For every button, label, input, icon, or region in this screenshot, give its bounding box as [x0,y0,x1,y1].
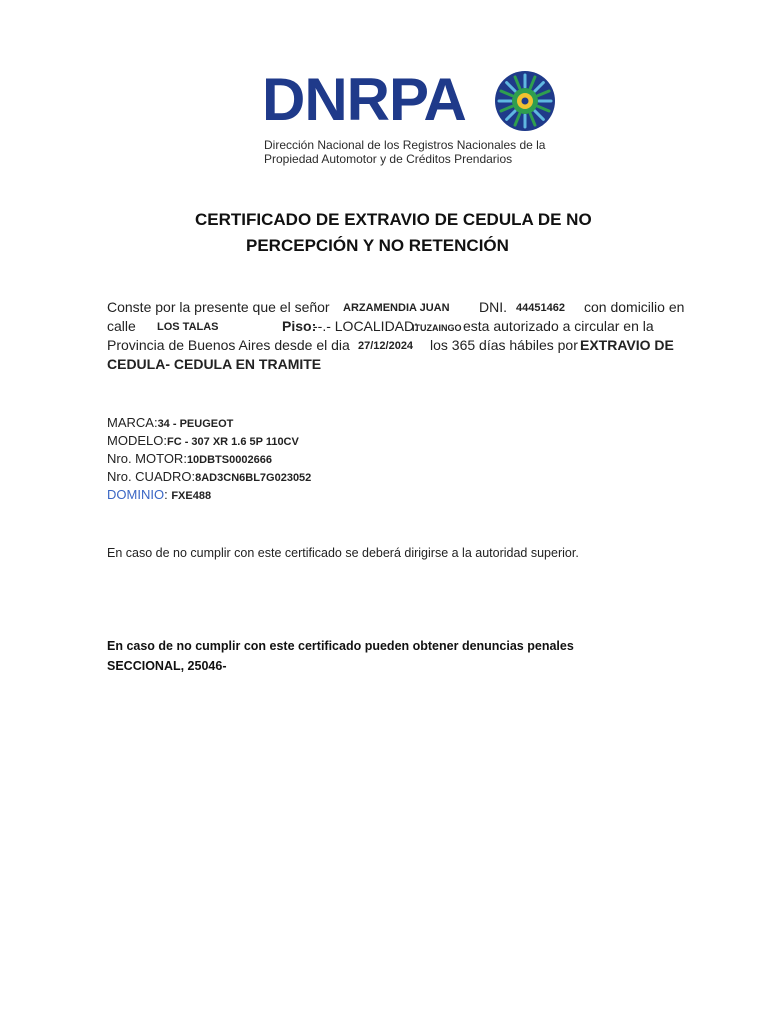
start-date: 27/12/2024 [358,340,414,352]
floor-label: Piso: [282,318,317,334]
floor-and-locality-label: --.- LOCALIDAD: [313,318,419,334]
penal-notice [107,636,574,676]
chassis-value: 8AD3CN6BL7G023052 [195,472,312,484]
penal-notice-line2: SECCIONAL, 25046- [107,659,227,673]
brand-label: MARCA: [107,415,158,430]
document-title [195,207,615,259]
body-line1 [107,299,707,318]
vehicle-model-row [107,433,527,451]
domain-value: FXE488 [171,490,212,502]
vehicle-chassis-row [107,469,527,487]
domain-label: DOMINIO [107,487,165,502]
street-label: calle [107,318,136,334]
logo-subtitle [264,138,545,166]
reason-part2: CEDULA- CEDULA EN TRAMITE [107,356,322,372]
domain-separator: : [164,487,168,502]
engine-value: 10DBTS0002666 [186,454,272,466]
brand-value: 34 - PEUGEOT [157,418,234,430]
dni-label: DNI. [479,299,507,315]
body-text-authorized: esta autorizado a circular en la [463,318,654,334]
body-text-days: los 365 días hábiles por [430,337,578,353]
owner-name: ARZAMENDIA JUAN [343,302,450,314]
body-line2 [107,318,707,337]
body-line4 [107,356,707,375]
body-text-intro: Conste por la presente que el señor [107,299,330,315]
locality-name: ITUZAINGO [412,323,462,333]
body-text-province: Provincia de Buenos Aires desde el dia [107,337,350,353]
body-text-domicile: con domicilio en [584,299,685,315]
certificate-body [107,299,707,375]
street-name: LOS TALAS [157,321,219,333]
chassis-label: Nro. CUADRO: [107,469,196,484]
model-value: FC - 307 XR 1.6 5P 110CV [166,436,299,448]
vehicle-data [107,415,527,505]
vehicle-engine-row [107,451,527,469]
reason-part1: EXTRAVIO DE [580,337,674,353]
dni-number: 44451462 [516,302,565,314]
title-line1: CERTIFICADO DE EXTRAVIO DE CEDULA DE NO [195,210,592,229]
logo-subtitle-line1: Dirección Nacional de los Registros Nacionales de la [264,138,546,152]
logo-wordmark: DNRPA [262,66,466,133]
vehicle-domain-row [107,487,527,505]
sun-emblem-icon [494,70,556,132]
body-line3 [107,337,707,356]
dnrpa-logo [262,68,562,170]
engine-label: Nro. MOTOR: [107,451,187,466]
penal-notice-line1: En caso de no cumplir con este certificado pueden obtener denuncias penales [107,639,574,653]
title-line2: PERCEPCIÓN Y NO RETENCIÓN [246,236,509,255]
vehicle-brand-row [107,415,527,433]
authority-notice: En caso de no cumplir con este certificado se deberá dirigirse a la autoridad superior. [107,546,579,560]
model-label: MODELO: [107,433,167,448]
logo-subtitle-line2: Propiedad Automotor y de Créditos Prendarios [264,152,513,166]
